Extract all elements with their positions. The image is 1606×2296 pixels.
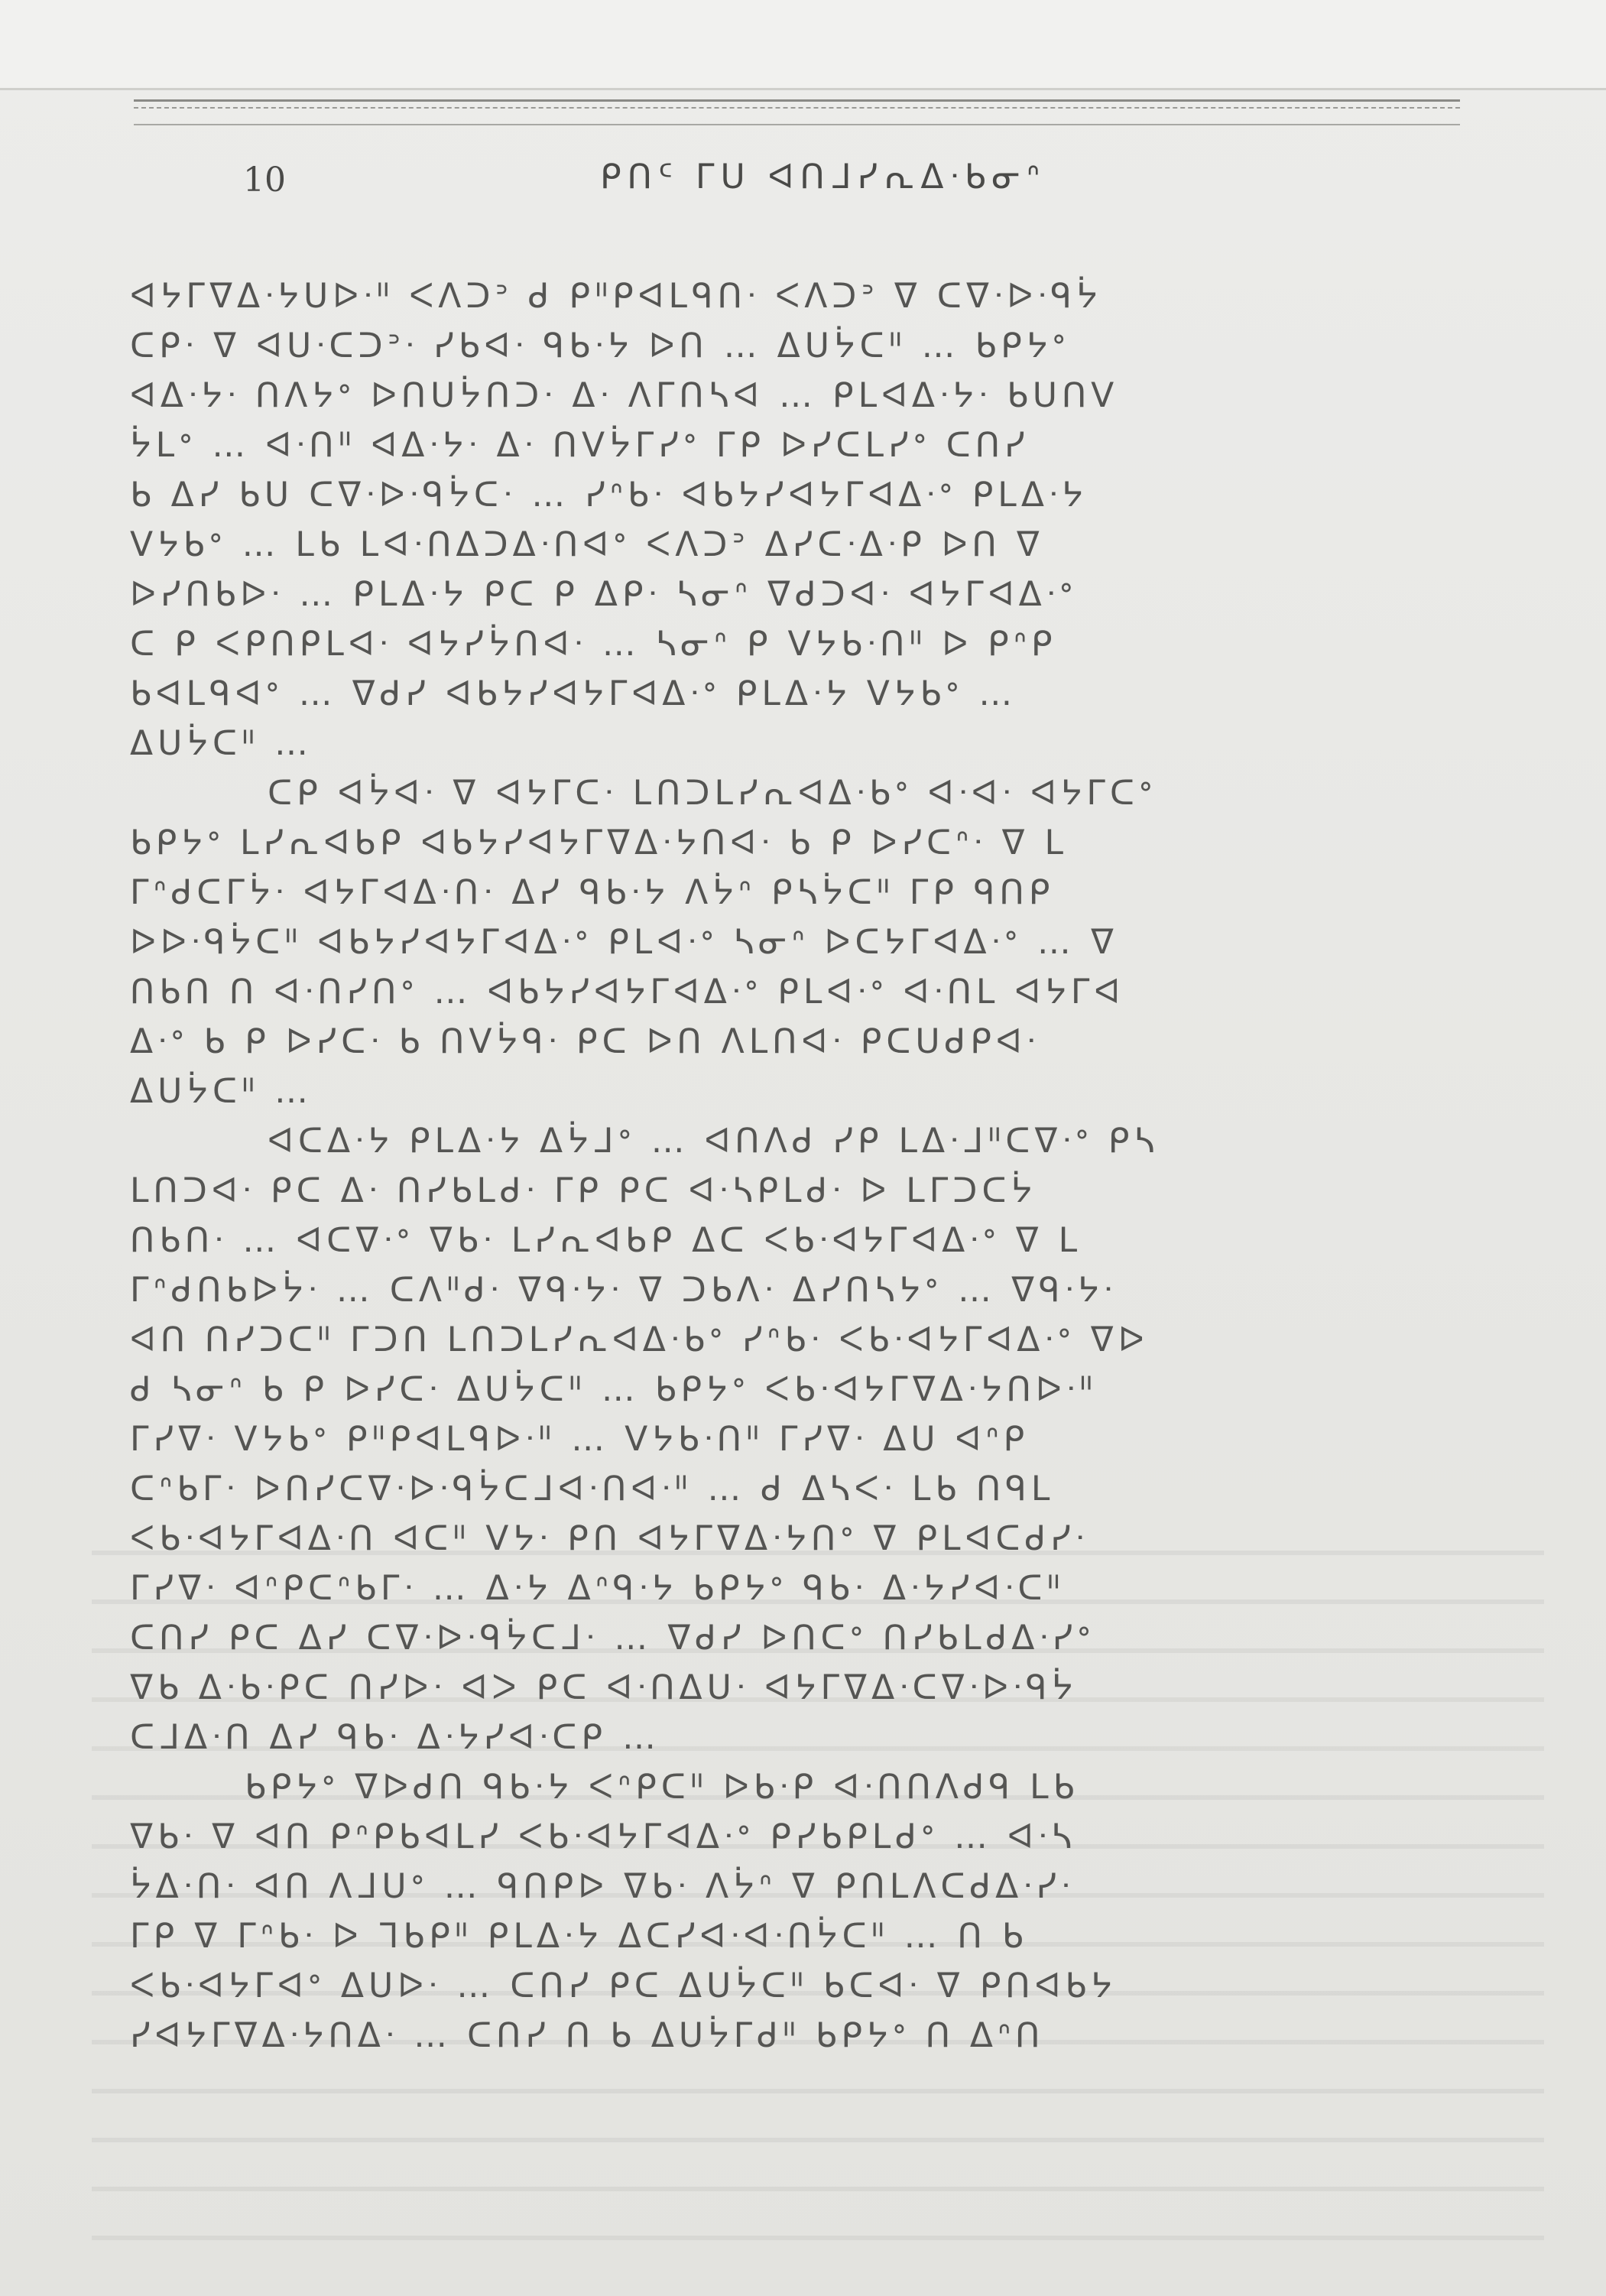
text-line: ᒥᓯᐁᐧ ᐯᔭᑲᐤ ᑭᐦᑭᐊᒪᑫᐅᐧᐦ … ᐯᔭᑲᐧᑎᐦ ᒥᓯᐁᐧ ᐃᑌ ᐊᐢᑭ: [130, 1420, 1030, 1459]
text-line: ᐊᑎ ᑎᓯᑐᑕᐦ ᒥᑐᑎ ᒪᑎᑐᒪᓯᕆᐊᐃᐧᑲᐤ ᓯᐢᑲᐧ ᐸᑲᐧᐊᔭᒥᐊᐃᐧᐤ ᐁᐅ: [130, 1320, 1149, 1359]
text-line: ᐸᑲᐧᐊᔭᒥᐊᐤ ᐃᑌᐅᐧ … ᑕᑎᓯ ᑭᑕ ᐃᑌᔮᑕᐦ ᑲᑕᐊᐧ ᐁ ᑭᑎᐊᑲᔭ: [130, 1966, 1117, 2005]
header-rule: [134, 124, 1460, 125]
text-line: ᒥᓯᐁᐧ ᐊᐢᑭᑕᐢᑲᒥᐧ … ᐃᐧᔭ ᐃᐢᑫᐧᔭ ᑲᑭᔭᐤ ᑫᑲᐧ ᐃᐧᔭᓯᐊᐧᑕᐦ: [130, 1569, 1065, 1608]
body-text: [130, 271, 1399, 2061]
page-number: 10: [243, 161, 286, 200]
text-line: ᒥᐢᑯᑕᒥᔮᐧ ᐊᔭᒥᐊᐃᐧᑎᐧ ᐃᓯ ᑫᑲᐧᔭ ᐱᔮᐢ ᑭᓴᔮᑕᐦ ᒥᑭ ᑫᑎᑭ: [130, 873, 1055, 912]
text-line: ᐊᐃᐧᔭᐧ ᑎᐱᔭᐤ ᐅᑎᑌᔮᑎᑐᐧ ᐃᐧ ᐱᒥᑎᓴᐊ … ᑭᒪᐊᐃᐧᔭᐧ ᑲᑌᑎᐯ: [130, 376, 1119, 415]
text-line: ᔮᐃᐧᑎᐧ ᐊᑎ ᐱᒧᑌᐤ … ᑫᑎᑭᐅ ᐁᑲᐧ ᐱᔮᐢ ᐁ ᑭᑎᒪᐱᑕᑯᐃᐧᓯᐧ: [130, 1867, 1075, 1906]
text-line: ᑕᒧᐃᐧᑎ ᐃᓯ ᑫᑲᐧ ᐃᐧᔭᓯᐊᐧᑕᑭ …: [130, 1718, 660, 1757]
text-line: ᒥᐢᑯᑎᑲᐅᔮᐧ … ᑕᐱᐦᑯᐧ ᐁᑫᐧᔭᐧ ᐁ ᑐᑲᐱᐧ ᐃᓯᑎᓴᔭᐤ … ᐁᑫᐧᔭᐧ: [130, 1271, 1117, 1310]
text-line: ᒪᑎᑐᐊᐧ ᑭᑕ ᐃᐧ ᑎᓯᑲᒪᑯᐧ ᒥᑭ ᑭᑕ ᐊᐧᓴᑭᒪᑯᐧ ᐅ ᒪᒥᑐᑕᔮ: [130, 1171, 1037, 1210]
text-line: ᐁᑲ ᐃᐧᑲᐧᑭᑕ ᑎᓯᐅᐧ ᐊᐳ ᑭᑕ ᐊᐧᑎᐃᑌᐧ ᐊᔭᒥᐁᐃᐧᑕᐁᐧᐅᐧᑫᔮ: [130, 1668, 1078, 1707]
text-line: ᐯᔭᑲᐤ … ᒪᑲ ᒪᐊᐧᑎᐃᑐᐃᐧᑎᐊᐤ ᐸᐱᑐᐣ ᐃᓯᑕᐧᐃᐧᑭ ᐅᑎ ᐁ: [130, 525, 1044, 564]
text-line: ᑕᑎᓯ ᑭᑕ ᐃᓯ ᑕᐁᐧᐅᐧᑫᔮᑕᒧᐧ … ᐁᑯᓯ ᐅᑎᑕᐤ ᑎᓯᑲᒪᑯᐃᐧᓯᐤ: [130, 1619, 1095, 1658]
text-line: ᑲ ᐃᓯ ᑲᑌ ᑕᐁᐧᐅᐧᑫᔮᑕᐧ … ᓯᐢᑲᐧ ᐊᑲᔭᓯᐊᔭᒥᐊᐃᐧᐤ ᑭᒪᐃᐧᔭ: [130, 476, 1088, 515]
running-title: ᑭᑎᑦ ᒥᑌ ᐊᑎᒧᓯᕆᐃᐧᑲᓂᐢ: [600, 158, 1046, 196]
text-line: ᑲᐊᒪᑫᐊᐤ … ᐁᑯᓯ ᐊᑲᔭᓯᐊᔭᒥᐊᐃᐧᐤ ᑭᒪᐃᐧᔭ ᐯᔭᑲᐤ …: [130, 674, 1017, 713]
text-line: ᐃᑌᔮᑕᐦ …: [130, 1072, 313, 1111]
text-line: ᐊᑕᐃᐧᔭ ᑭᒪᐃᐧᔭ ᐃᔮᒧᐤ … ᐊᑎᐱᑯ ᓯᑭ ᒪᐃᐧᒧᐦᑕᐁᐧᐤ ᑭᓴ: [268, 1122, 1159, 1161]
text-line: ᑎᑲᑎ ᑎ ᐊᐧᑎᓯᑎᐤ … ᐊᑲᔭᓯᐊᔭᒥᐊᐃᐧᐤ ᑭᒪᐊᐧᐤ ᐊᐧᑎᒪ ᐊᔭᒥᐊ: [130, 973, 1125, 1012]
text-line: ᑲᑭᔭᐤ ᐁᐅᑯᑎ ᑫᑲᐧᔭ ᐸᐢᑭᑕᐦ ᐅᑲᐧᑭ ᐊᐧᑎᑎᐱᑯᑫ ᒪᑲ: [245, 1768, 1079, 1807]
text-line: ᔮᒪᐤ … ᐊᐧᑎᐦ ᐊᐃᐧᔭᐧ ᐃᐧ ᑎᐯᔮᒥᓯᐤ ᒥᑭ ᐅᓯᑕᒪᓯᐤ ᑕᑎᓯ: [130, 426, 1030, 465]
text-line: ᐸᑲᐧᐊᔭᒥᐊᐃᐧᑎ ᐊᑕᐦ ᐯᔭᐧ ᑭᑎ ᐊᔭᒥᐁᐃᐧᔭᑎᐤ ᐁ ᑭᒪᐊᑕᑯᓯᐧ: [130, 1519, 1089, 1558]
text-line: ᐃᑌᔮᑕᐦ …: [130, 724, 313, 763]
text-line: ᐁᑲᐧ ᐁ ᐊᑎ ᑭᐢᑭᑲᐊᒪᓯ ᐸᑲᐧᐊᔭᒥᐊᐃᐧᐤ ᑭᓯᑲᑭᒪᑯᐤ … ᐊᐧᓴ: [130, 1817, 1076, 1856]
text-line: ᑕ ᑭ ᐸᑭᑎᑭᒪᐊᐧ ᐊᔭᓯᔮᑎᐊᐧ … ᓴᓂᐢ ᑭ ᐯᔭᑲᐧᑎᐦ ᐅ ᑭᐢᑭ: [130, 625, 1057, 664]
text-line: ᑕᐢᑲᒥᐧ ᐅᑎᓯᑕᐁᐧᐅᐧᑫᔮᑕᒧᐊᐧᑎᐊᐧᐦ … ᑯ ᐃᓴᐸᐧ ᒪᑲ ᑎᑫᒪ: [130, 1470, 1055, 1508]
header-rule: [134, 99, 1460, 102]
text-line: ᐃᐧᐤ ᑲ ᑭ ᐅᓯᑕᐧ ᑲ ᑎᐯᔮᑫᐧ ᑭᑕ ᐅᑎ ᐱᒪᑎᐊᐧ ᑭᑕᑌᑯᑭᐊᐧ: [130, 1022, 1040, 1061]
text-line: ᑕᑭᐧ ᐁ ᐊᑌᐧᑕᑐᐣᐧ ᓯᑲᐊᐧ ᑫᑲᐧᔭ ᐅᑎ … ᐃᑌᔮᑕᐦ … ᑲᑭᔭᐤ: [130, 326, 1070, 365]
text-line: ᐅᐅᐧᑫᔮᑕᐦ ᐊᑲᔭᓯᐊᔭᒥᐊᐃᐧᐤ ᑭᒪᐊᐧᐤ ᓴᓂᐢ ᐅᑕᔭᒥᐊᐃᐧᐤ … ᐁ: [130, 923, 1119, 962]
text-line: ᑎᑲᑎᐧ … ᐊᑕᐁᐧᐤ ᐁᑲᐧ ᒪᓯᕆᐊᑲᑭ ᐃᑕ ᐸᑲᐧᐊᔭᒥᐊᐃᐧᐤ ᐁ ᒪ: [130, 1221, 1082, 1260]
text-line: ᑲᑭᔭᐤ ᒪᓯᕆᐊᑲᑭ ᐊᑲᔭᓯᐊᔭᒥᐁᐃᐧᔭᑎᐊᐧ ᑲ ᑭ ᐅᓯᑕᐢᐧ ᐁ ᒪ: [130, 823, 1069, 862]
text-line: ᓯᐊᔭᒥᐁᐃᐧᔭᑎᐃᐧ … ᑕᑎᓯ ᑎ ᑲ ᐃᑌᔮᒥᑯᐦ ᑲᑭᔭᐤ ᑎ ᐃᐢᑎ: [130, 2016, 1045, 2055]
text-line: ᑕᑭ ᐊᔮᐊᐧ ᐁ ᐊᔭᒥᑕᐧ ᒪᑎᑐᒪᓯᕆᐊᐃᐧᑲᐤ ᐊᐧᐊᐧ ᐊᔭᒥᑕᐤ: [268, 774, 1157, 813]
text-line: ᐊᔭᒥᐁᐃᐧᔭᑌᐅᐧᐦ ᐸᐱᑐᐣ ᑯ ᑭᐦᑭᐊᒪᑫᑎᐧ ᐸᐱᑐᐣ ᐁ ᑕᐁᐧᐅᐧᑫᔮ: [130, 277, 1102, 316]
text-line: ᑯ ᓴᓂᐢ ᑲ ᑭ ᐅᓯᑕᐧ ᐃᑌᔮᑕᐦ … ᑲᑭᔭᐤ ᐸᑲᐧᐊᔭᒥᐁᐃᐧᔭᑎᐅᐧᐦ: [130, 1370, 1097, 1409]
text-line: ᐅᓯᑎᑲᐅᐧ … ᑭᒪᐃᐧᔭ ᑭᑕ ᑭ ᐃᑭᐧ ᓴᓂᐢ ᐁᑯᑐᐊᐧ ᐊᔭᒥᐊᐃᐧᐤ: [130, 575, 1078, 614]
header-rule: [134, 107, 1460, 109]
text-line: ᒥᑭ ᐁ ᒥᐢᑲᐧ ᐅ ᒣᑲᑭᐦ ᑭᒪᐃᐧᔭ ᐃᑕᓯᐊᐧᐊᐧᑎᔮᑕᐦ … ᑎ ᑲ: [130, 1917, 1028, 1956]
scanner-edge: [0, 0, 1606, 90]
